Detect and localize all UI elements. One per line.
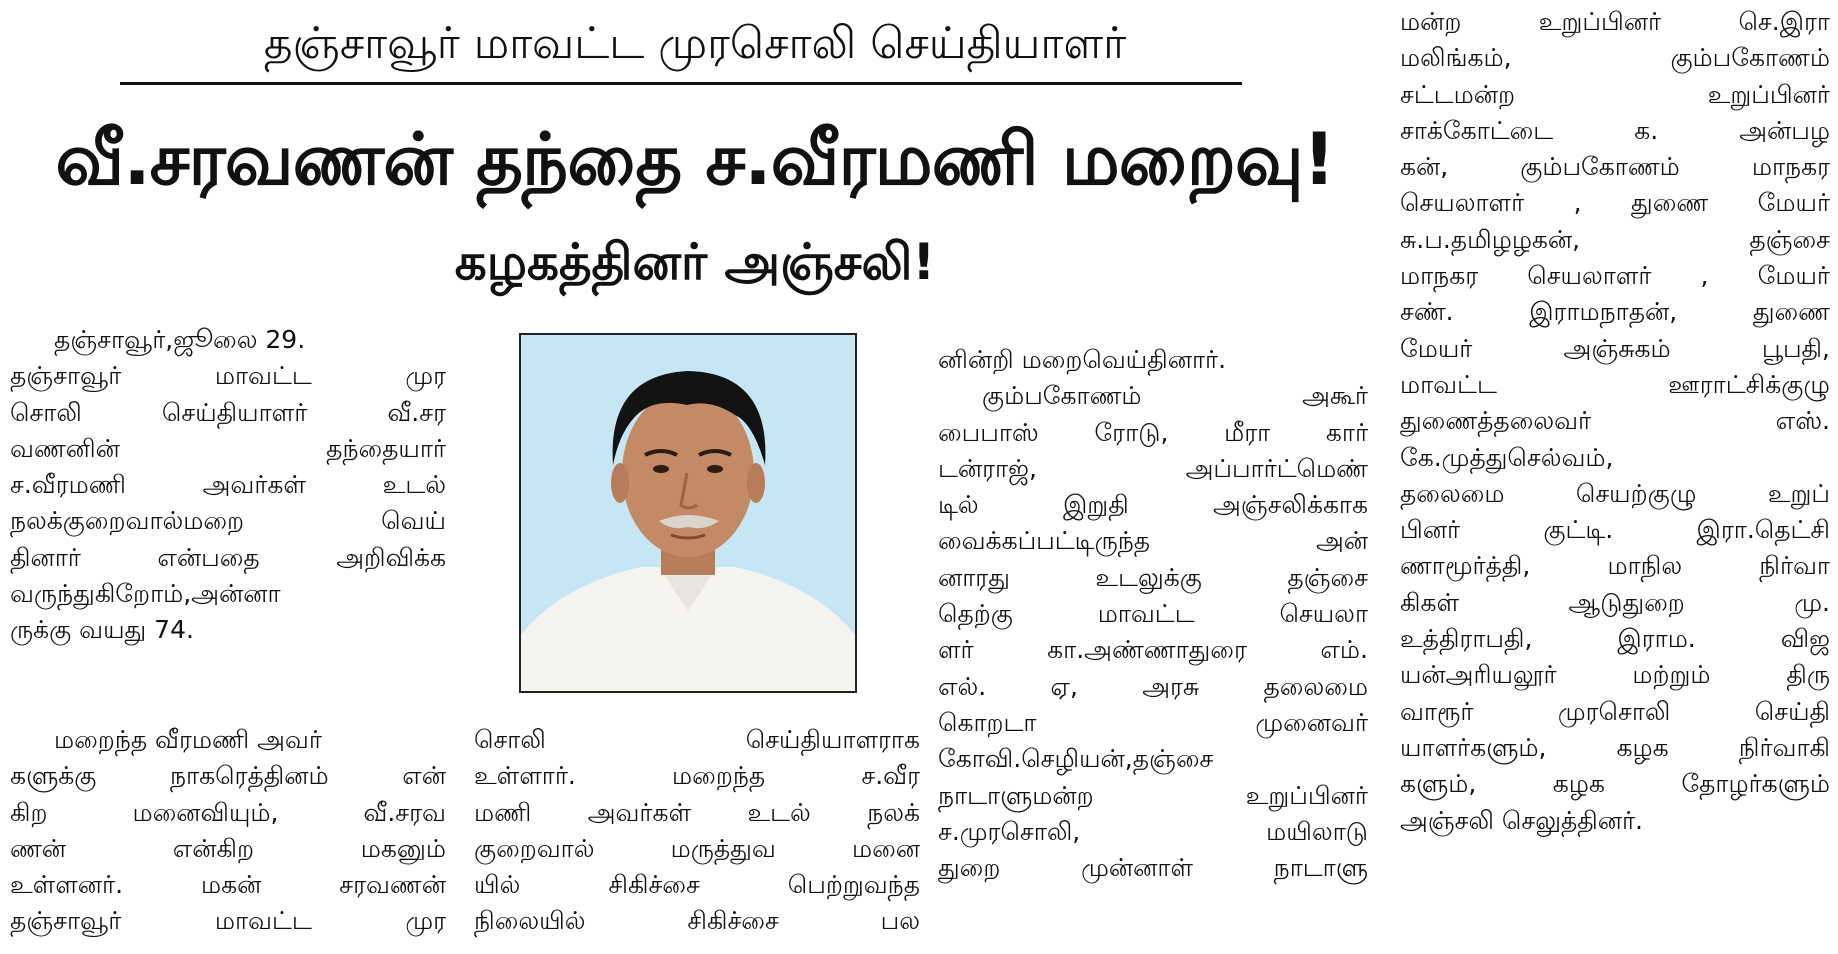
column-3-line: வைக்கப்பட்டிருந்த அன் [938, 526, 1368, 556]
left-ear [611, 463, 629, 503]
column-4-line: சண். இராமநாதன், துணை [1400, 297, 1830, 327]
column-3-line: கோவி.செழியன்,தஞ்சை [938, 744, 1214, 774]
column-1b-line: மறைந்த வீரமணி அவர் [54, 725, 322, 754]
column-3-line: டில் இறுதி அஞ்சலிக்காக [938, 490, 1368, 520]
column-3-line: பைபாஸ் ரோடு, மீரா கார் [938, 417, 1368, 447]
column-4-line: தலைமை செயற்குழு உறுப் [1400, 478, 1830, 508]
column-1-line: ருக்கு வயது 74. [10, 615, 194, 645]
column-1-line: சொலி செய்தியாளர் வீ.சர [10, 397, 446, 427]
column-4-line: களும், கழக தோழர்களும் [1400, 769, 1830, 799]
column-4-line: சு.ப.தமிழழகன், தஞ்சை [1400, 224, 1830, 254]
column-4-line: ணாமூர்த்தி, மாநில நிர்வா [1400, 551, 1830, 581]
column-3-line: துறை முன்னாள் நாடாளு [938, 853, 1368, 883]
column-1-bottom [10, 722, 446, 940]
column-2-line: மணி அவர்கள் உடல் நலக் [474, 797, 920, 827]
portrait-illustration [521, 335, 855, 691]
portrait-photo [519, 333, 857, 693]
column-3-line: தெற்கு மாவட்ட செயலா [938, 599, 1368, 629]
column-4-line: உத்திராபதி, இராம. விஜ [1400, 624, 1830, 654]
column-2-line: குறைவால் மருத்துவ மனை [474, 833, 920, 863]
column-2-line: நிலையில் சிகிச்சை பல [474, 906, 920, 936]
column-4-line: கன், கும்பகோணம் மாநகர [1400, 152, 1830, 182]
column-3-line: னாரது உடலுக்கு தஞ்சை [938, 562, 1368, 592]
kicker-underline [120, 82, 1242, 85]
column-4-line: சாக்கோட்டை க. அன்பழ [1400, 115, 1830, 145]
column-3 [938, 342, 1368, 886]
column-4-line: வாரூர் முரசொலி செய்தி [1400, 696, 1830, 726]
column-1-line: ச.வீரமணி அவர்கள் உடல் [10, 470, 446, 500]
left-eye [653, 465, 669, 473]
article-kicker: தஞ்சாவூர் மாவட்ட முரசொலி செய்தியாளர் [263, 18, 1127, 69]
column-4-line: யாளர்களும், கழக நிர்வாகி [1400, 732, 1830, 762]
column-1b-line: கிற மனைவியும், வீ.சரவ [10, 797, 446, 827]
column-2-line: சொலி செய்தியாளராக [474, 725, 920, 754]
right-eye [707, 465, 723, 473]
column-3-line: னின்றி மறைவெய்தினார். [938, 345, 1227, 374]
column-3-line: எல். ஏ, அரசு தலைமை [938, 671, 1368, 701]
column-3-line: கொறடா முனைவர் [938, 707, 1368, 737]
column-3-line: நாடாளுமன்ற உறுப்பினர் [938, 780, 1368, 810]
article-subhead: கழகத்தினர் அஞ்சலி! [454, 233, 936, 291]
column-1b-line: உள்ளனர். மகன் சரவணன் [10, 870, 446, 900]
column-2 [474, 722, 920, 940]
column-4-line: மலிங்கம், கும்பகோணம் [1400, 43, 1830, 73]
column-1-line: வருந்துகிறோம்,அன்னா [10, 579, 281, 609]
column-1-line: தினார் என்பதை அறிவிக்க [10, 542, 446, 572]
column-4-line: யன்அரியலூர் மற்றும் திரு [1400, 660, 1830, 690]
column-1b-line: களுக்கு நாகரெத்தினம் என் [10, 761, 446, 791]
column-1-line: நலக்குறைவால்மறை வெய் [10, 506, 446, 536]
column-4-line: மாவட்ட ஊராட்சிக்குழு [1400, 369, 1830, 399]
column-4-line: கிகள் ஆடுதுறை மு. [1400, 587, 1830, 617]
column-4-line: அஞ்சலி செலுத்தினர். [1400, 805, 1643, 835]
column-3-line: ளர் கா.அண்ணாதுரை எம். [938, 635, 1368, 665]
right-ear [747, 463, 765, 503]
column-1-top [10, 322, 446, 649]
column-4-line: மாநகர செயலாளர் , மேயர் [1400, 261, 1830, 291]
column-4-line: சட்டமன்ற உறுப்பினர் [1400, 79, 1830, 109]
column-3-line: டன்ராஜ், அப்பார்ட்மெண் [938, 453, 1368, 483]
column-1-line: தஞ்சாவூர் மாவட்ட முர [10, 361, 446, 391]
column-1-line: வணனின் தந்தையார் [10, 433, 446, 463]
column-4-line: மன்ற உறுப்பினர் செ.இரா [1400, 7, 1830, 36]
column-4-line: கே.முத்துசெல்வம், [1400, 442, 1614, 472]
column-4-line: செயலாளர் , துணை மேயர் [1400, 188, 1830, 218]
column-2-line: யில் சிகிச்சை பெற்றுவந்த [474, 870, 920, 900]
column-4-line: பினர் குட்டி. இரா.தெட்சி [1400, 515, 1830, 545]
column-3-line: கும்பகோணம் அகூர் [982, 381, 1368, 411]
column-4-line: மேயர் அஞ்சுகம் பூபதி, [1400, 333, 1830, 363]
column-1b-line: தஞ்சாவூர் மாவட்ட முர [10, 906, 446, 936]
column-2-line: உள்ளார். மறைந்த ச.வீர [474, 761, 920, 791]
column-3-line: ச.முரசொலி, மயிலாடு [938, 816, 1368, 846]
column-1-line: தஞ்சாவூர்,ஜூலை 29. [54, 325, 306, 354]
column-4-line: துணைத்தலைவர் எஸ். [1400, 406, 1830, 436]
column-1b-line: ணன் என்கிற மகனும் [10, 833, 446, 863]
article-headline: வீ.சரவணன் தந்தை ச.வீரமணி மறைவு! [55, 117, 1335, 201]
column-4 [1400, 4, 1830, 839]
